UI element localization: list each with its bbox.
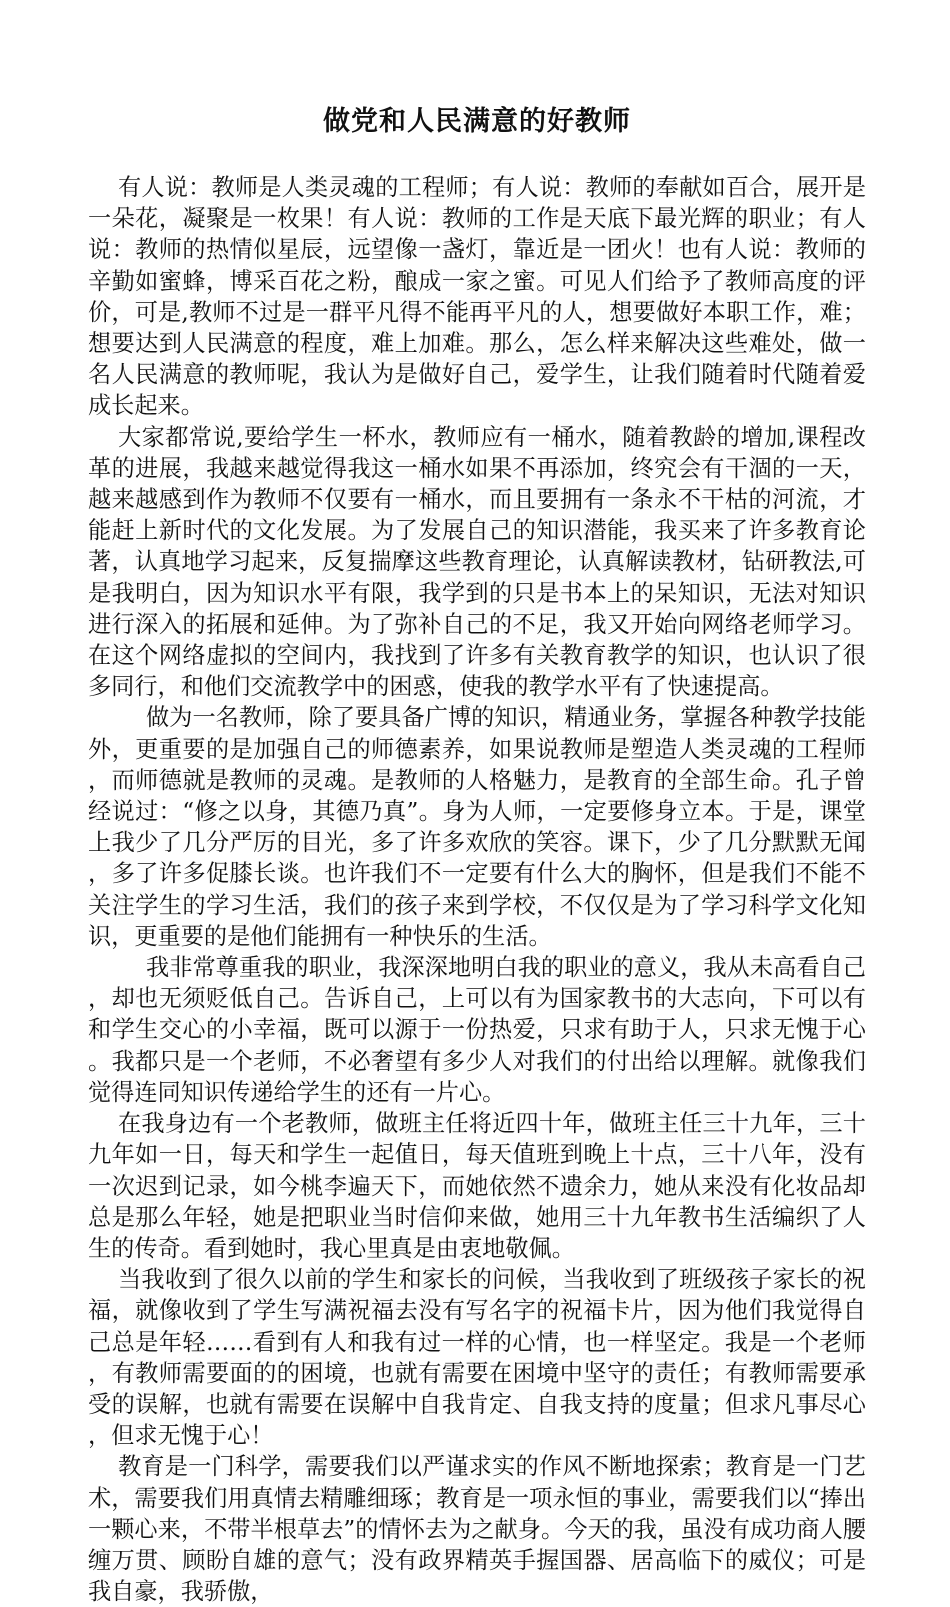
paragraph-1: 有人说：教师是人类灵魂的工程师；有人说：教师的奉献如百合，展开是一朵花，凝聚是一枚果！有人说：教师的工作是天底下最光辉的职业；有人说：教师的热情似星辰，远望像一盏灯，靠近是一团火！也有人说：教师的辛勤如蜜蜂，博采百花之粉，酿成一家之蜜。可见人们给予了教师高度的评价，可是,教师不过是一群平凡得不能再平凡的人，想要做好本职工作，难；想要达到人民满意的程度，难上加难。那么，怎么样来解决这些难处，做一名人民满意的教师呢，我认为是做好自己，爱学生，让我们随着时代随着爱成长起来。 <box>88 174 866 420</box>
paragraph-6: 当我收到了很久以前的学生和家长的问候，当我收到了班级孩子家长的祝福，就像收到了学生写满祝福去没有写名字的祝福卡片，因为他们我觉得自己总是年轻……看到有人和我有过一样的心情，也一样坚定。我是一个老师，有教师需要面的的困境，也就有需要在困境中坚守的责任；有教师需要承受的误解，也就有需要在误解中自我肯定、自我支持的度量；但求凡事尽心，但求无愧于心！ <box>88 1266 866 1450</box>
document-page <box>88 102 866 1607</box>
document-title: 做党和人民满意的好教师 <box>323 106 631 137</box>
paragraph-3: 做为一名教师，除了要具备广博的知识，精通业务，掌握各种教学技能外，更重要的是加强自己的师德素养，如果说教师是塑造人类灵魂的工程师，而师德就是教师的灵魂。是教师的人格魅力，是教育的全部生命。孔子曾经说过：“修之以身，其德乃真”。身为人师，一定要修身立本。于是，课堂上我少了几分严厉的目光，多了许多欢欣的笑容。课下，少了几分默默无闻，多了许多促膝长谈。也许我们不一定要有什么大的胸怀，但是我们不能不关注学生的学习生活，我们的孩子来到学校，不仅仅是为了学习科学文化知识，更重要的是他们能拥有一种快乐的生活。 <box>88 704 866 950</box>
paragraph-4: 我非常尊重我的职业，我深深地明白我的职业的意义，我从未高看自己，却也无须贬低自己。告诉自己，上可以有为国家教书的大志向，下可以有和学生交心的小幸福，既可以源于一份热爱，只求有助于人，只求无愧于心。我都只是一个老师，不必奢望有多少人对我们的付出给以理解。就像我们觉得连同知识传递给学生的还有一片心。 <box>88 954 866 1106</box>
paragraph-7: 教育是一门科学，需要我们以严谨求实的作风不断地探索；教育是一门艺术，需要我们用真情去精雕细琢；教育是一项永恒的事业，需要我们以“捧出一颗心来，不带半根草去”的情怀去为之献身。今天的我，虽没有成功商人腰缠万贯、顾盼自雄的意气；没有政界精英手握国器、居高临下的威仪；可是我自豪，我骄傲， <box>88 1453 866 1606</box>
paragraph-5: 在我身边有一个老教师，做班主任将近四十年，做班主任三十九年，三十九年如一日，每天和学生一起值日，每天值班到晚上十点，三十八年，没有一次迟到记录，如今桃李遍天下，而她依然不遗余力，她从来没有化妆品却总是那么年轻，她是把职业当时信仰来做，她用三十九年教书生活编织了人生的传奇。看到她时，我心里真是由衷地敬佩。 <box>88 1110 866 1262</box>
paragraph-2: 大家都常说,要给学生一杯水，教师应有一桶水，随着教龄的增加,课程改革的进展，我越来越觉得我这一桶水如果不再添加，终究会有干涸的一天，越来越感到作为教师不仅要有一桶水，而且要拥有一条永不干枯的河流，才能赶上新时代的文化发展。为了发展自己的知识潜能，我买来了许多教育论著，认真地学习起来，反复揣摩这些教育理论，认真解读教材，钻研教法,可是我明白，因为知识水平有限，我学到的只是书本上的呆知识，无法对知识进行深入的拓展和延伸。为了弥补自己的不足，我又开始向网络老师学习。在这个网络虚拟的空间内，我找到了许多有关教育教学的知识，也认识了很多同行，和他们交流教学中的困惑，使我的教学水平有了快速提高。 <box>88 423 866 701</box>
